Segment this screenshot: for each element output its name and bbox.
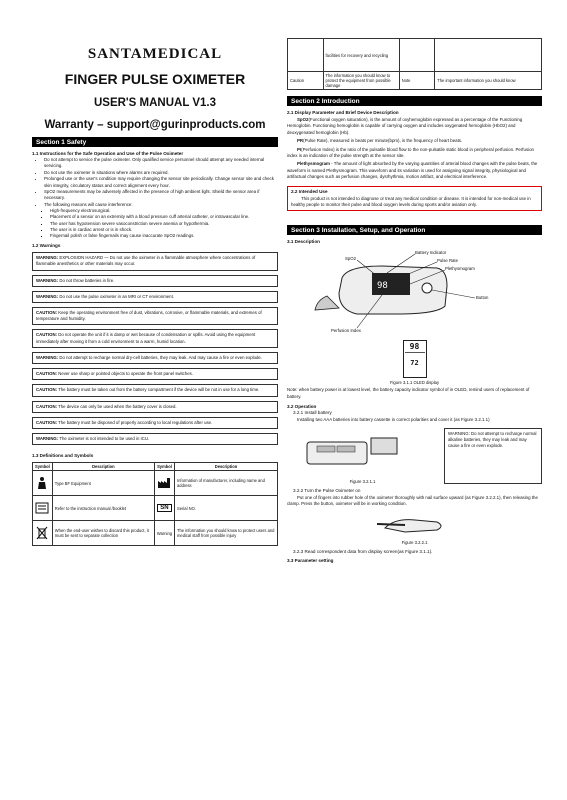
column-header: Symbol <box>154 463 174 471</box>
paragraph-pr: PR(Pulse Rate), measured in beats per minute(bpm), is the frequency of heart beats. <box>297 138 463 144</box>
list-item: ▪ The user has hypotension severe vasoconstriction severe anemia or hypothermia. <box>50 221 278 227</box>
oled-display <box>287 340 542 378</box>
svg-text:98: 98 <box>377 281 388 292</box>
left-column <box>32 38 278 546</box>
subsection-3-2-2: 3.2.2 Turn the Pulse Oximeter on <box>293 487 361 493</box>
pr-readout: 72 <box>410 359 419 368</box>
warning-box: WARNING: The oximeter is not intended to be used in ICU. <box>32 433 278 445</box>
caution-box: CAUTION: Do not operate the unit if it is damp or wet because of condensation or spills. Avoid using the equipment immediately after moving it from a cold environment to a warm, humid location. <box>32 329 278 347</box>
install-row <box>287 428 542 484</box>
subsection-1-3: 1.3 Definitions and Symbols <box>32 453 94 459</box>
finger-figure <box>287 508 542 538</box>
list-item: • Prolonged use or the user's condition may require changing the sensor site periodically. Change sensor site and check skin integrity, circulatory status and correct alignment every hour. <box>44 176 278 189</box>
type-bf-icon <box>33 471 53 496</box>
subsection-1-2: 1.2 Warnings <box>32 243 61 249</box>
label-battery-indicator: Battery Indicator <box>415 250 447 256</box>
device-illustration <box>287 248 542 336</box>
label-plethysmogram: Plethysmogram <box>445 266 475 272</box>
paragraph-pleth: Plethysmogram - The amount of light absorbed by the varying quantities of arterial blood changes with the pulse beats, the waveform is named Plethysmogram. This waveform and its variation is used for assigning signal integrity, physiological and artifactual changes such as perfusion changes, dysrhythmia, motion artifact, and electrical interference. <box>287 161 538 180</box>
list-item: ▪ Fingernail polish or false fingernails may cause inaccurate SpO2 readings. <box>50 233 278 239</box>
table-row: Caution The information you should know to protect the equipment from possible damage Note The important information you should know <box>288 72 542 90</box>
warning-box: WARNING: Do not throw batteries in fire. <box>32 275 278 287</box>
label-spo2: SpO2 <box>345 256 356 262</box>
subsection-3-2-1: 3.2.1 Install battery <box>293 410 332 416</box>
battery-figure <box>287 428 438 484</box>
column-header: Description <box>175 463 278 471</box>
warranty-line: Warranty – support@gurinproducts.com <box>44 119 266 131</box>
oximeter-diagram <box>287 248 542 336</box>
paragraph-pi: PI(Perfusion Index) is the ratio of the pulsatile blood flow to the non-pulsatile static blood in peripheral perfusion. Perfusion index is an indication of the pulse strength at the sensor site. <box>287 146 534 159</box>
turn-on-text: Put one of fingers into rubber hole of the oximeter thoroughly with nail surface upward (as Figure 3.2.2.1), then releasing the clamp. Press the button, oximeter will be in working condition. <box>287 494 538 507</box>
paragraph-spo2: SpO2(Functional oxygen saturation), is the amount of oxyhemoglobin expressed as a percentage of the Functioning Hemoglobin. Functioning hemoglobin is capable of carrying oxygen and includes oxygenated hemoglobin (HbO2) and deoxygenated hemoglobin (Hb). <box>287 117 523 135</box>
caution-box: CAUTION: The battery must be disposed of properly according to local regulations after use. <box>32 417 278 429</box>
list-item: • Do not use the oximeter in situations where alarms are required. <box>44 170 278 176</box>
section-2-header: Section 2 Introduction <box>287 96 542 106</box>
list-item: • Do not attempt to service the pulse oximeter. Only qualified service personnel should attempt any needed internal servicing. <box>44 157 278 170</box>
right-column <box>287 38 542 563</box>
column-header: Symbol <box>33 463 53 471</box>
caution-box: CAUTION: The device can only be used when the battery cover is closed. <box>32 401 278 413</box>
interference-list <box>50 208 278 239</box>
label-perfusion-index: Perfusion Index <box>331 328 361 334</box>
list-item: ▪ Placement of a sensor on an extremity with a blood pressure cuff arterial catheter, or intravascular line. <box>50 214 278 220</box>
subsection-2-1: 2.1 Display Parameter and Brief Device Description <box>287 110 399 115</box>
page-title: FINGER PULSE OXIMETER <box>64 71 246 87</box>
install-text: Installing two AAA batteries into battery cassette in correct polarities and cover it (as Figure 3.2.1.1) <box>297 417 490 423</box>
subsection-1-1: 1.1 Instructions for the Safe Operation and Use of the Pulse Oximeter <box>32 151 184 156</box>
subsection-3-1: 3.1 Description <box>287 239 320 245</box>
warning-box: WARNING: Do not attempt to recharge normal alkaline batteries, they may leak and may cause a fire or even explode. <box>444 428 542 484</box>
caution-box: CAUTION: Keep the operating environment free of dust, vibrations, corrosive, or flammable materials, and extremes of temperature and humidity. <box>32 307 278 325</box>
section-3-header: Section 3 Installation, Setup, and Operation <box>287 225 542 235</box>
column-header: Description <box>52 463 154 471</box>
list-item: • The following reasons will cause interference: <box>44 202 278 208</box>
table-row: Refer to the instruction manual /booklet SN Serial NO. <box>33 496 278 521</box>
list-item: ▪ High-frequency electrosurgical. <box>50 208 278 214</box>
label-button: Button <box>476 295 489 301</box>
safety-bullets <box>44 157 278 208</box>
manual-version: USER'S MANUAL V1.3 <box>93 97 217 109</box>
symbols-table-continued <box>287 38 542 90</box>
label-pulse-rate: Pulse Rate <box>437 258 459 264</box>
table-row: Type BF Equipment Information of manufacturer, including name and address <box>33 471 278 496</box>
serial-number-icon: SN <box>154 496 174 521</box>
warning-box: WARNING: EXPLOSION HAZARD — Do not use the oximeter in a flammable atmosphere where concentrations of flammable anesthetics or other materials may occur. <box>32 252 278 270</box>
intended-use-text: This product is not intended to diagnose or treat any medical condition or disease. It is intended for non-medical use in healthy people to monitor their pulse and blood oxygen levels during sports and/or aviation only. <box>291 195 531 208</box>
table-row: facilities for recovery and recycling <box>288 39 542 72</box>
finger-insert-illustration <box>375 508 455 538</box>
list-item: ▪ The user is in cardiac arrest or is in shock. <box>50 227 278 233</box>
subsection-2-2: 2.2 Intended Use <box>291 188 328 194</box>
intended-use-highlight <box>287 186 542 212</box>
figure-caption: Figure 3.1.1 OLED display <box>389 380 440 386</box>
subsection-3-2: 3.2 Operation <box>287 404 317 410</box>
weee-bin-icon <box>33 521 53 546</box>
battery-install-illustration <box>287 428 417 474</box>
figure-caption: Figure 3.2.1.1 <box>349 478 376 484</box>
warning-label: Warning <box>154 521 174 546</box>
subsection-3-3: 3.3 Parameter setting <box>287 557 334 563</box>
table-row: When the end-user wishes to discard this product, it must be sent to separate collection Warning The information you should know to protect users and medical staff from possible injury <box>33 521 278 546</box>
list-item: • SpO2 measurements may be adversely affected in the presence of high ambient light. Shield the sensor area if necessary. <box>44 189 278 202</box>
spo2-readout: 98 <box>409 342 420 352</box>
section-1-header: Section 1 Safety <box>32 137 278 147</box>
symbols-table <box>32 462 278 546</box>
manufacturer-icon <box>154 471 174 496</box>
caution-box: CAUTION: Never use sharp or pointed objects to operate the front panel switches. <box>32 368 278 380</box>
figure-caption: Figure 3.2.2.1 <box>401 539 428 545</box>
warning-box: WARNING: Do not use the pulse oximeter in an MRI or CT environment. <box>32 291 278 303</box>
brand-logo: SANTAMEDICAL <box>87 46 223 62</box>
warning-box: WARNING: Do not attempt to recharge normal dry-cell batteries, they may leak. And may cause a fire or even explode. <box>32 352 278 364</box>
subsection-3-2-3: 3.2.3 Read correspondent data from display screen(as Figure 3.1.1). <box>293 548 433 554</box>
battery-note: Note: when battery power is at lowest level, the battery capacity indicator symbol of in OLED, remind users of replacement of battery. <box>287 387 530 399</box>
pleth-bar-icon <box>405 352 425 358</box>
manual-icon <box>33 496 53 521</box>
caution-box: CAUTION: The battery must be taken out from the battery compartment if the device will be not in use for a long time. <box>32 384 278 396</box>
